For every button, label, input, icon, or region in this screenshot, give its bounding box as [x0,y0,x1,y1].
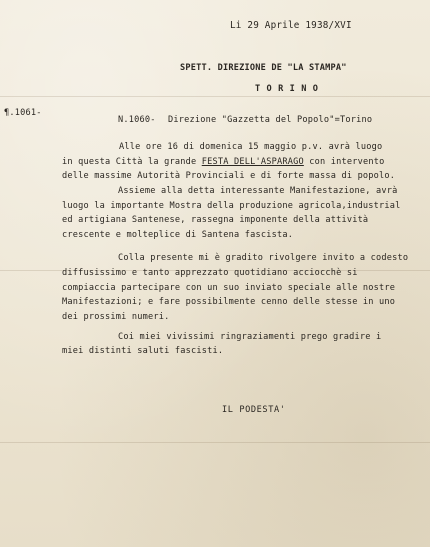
paragraph-3-line-1: Colla presente mi è gradito rivolgere invito a codesto [118,253,409,263]
recipient-line-2: T O R I N O [255,84,319,94]
paragraph-1-line-1: Alle ore 16 di domenica 15 maggio p.v. avrà luogo [119,142,383,152]
paragraph-3-line-3: compiaccia partecipare con un suo inviato speciale alle nostre [62,283,396,293]
paper-crease [0,442,430,443]
recipient-line-1: SPETT. DIREZIONE DE "LA STAMPA" [180,63,347,73]
paragraph-1-line-3: delle massime Autorità Provinciali e di forte massa di popolo. [62,171,396,181]
paragraph-4-line-2: miei distinti saluti fascisti. [62,346,224,356]
reference-text: Direzione "Gazzetta del Popolo"=Torino [168,115,373,125]
paragraph-3-line-4: Manifestazioni; e fare possibilmente cenno delle stesse in uno [62,297,396,307]
paragraph-4-line-1: Coi miei vivissimi ringraziamenti prego gradire i [118,332,382,342]
paragraph-3-line-5: dei prossimi numeri. [62,312,170,322]
paragraph-2-line-1: Assieme alla detta interessante Manifestazione, avrà [118,186,398,196]
date-line: Li 29 Aprile 1938/XVI [230,20,352,31]
paragraph-2-line-3: ed artigiana Santenese, rassegna imponente della attività [62,215,369,225]
margin-protocol-number: ¶.1061- [4,108,42,118]
paragraph-1-line-2: in questa Città la grande FESTA DELL'ASPARAGO con intervento [62,157,385,167]
paragraph-3-line-2: diffusissimo e tanto apprezzato quotidiano acciocchè si [62,268,358,278]
paragraph-2-line-2: luogo la importante Mostra della produzione agricola,industrial [62,201,401,211]
festa-title: FESTA DELL'ASPARAGO [201,157,304,167]
signature-title: IL PODESTA' [222,405,286,415]
paragraph-2-line-4: crescente e molteplice di Santena fascista. [62,230,294,240]
paper-crease [0,96,430,97]
reference-number: N.1060- [118,115,156,125]
